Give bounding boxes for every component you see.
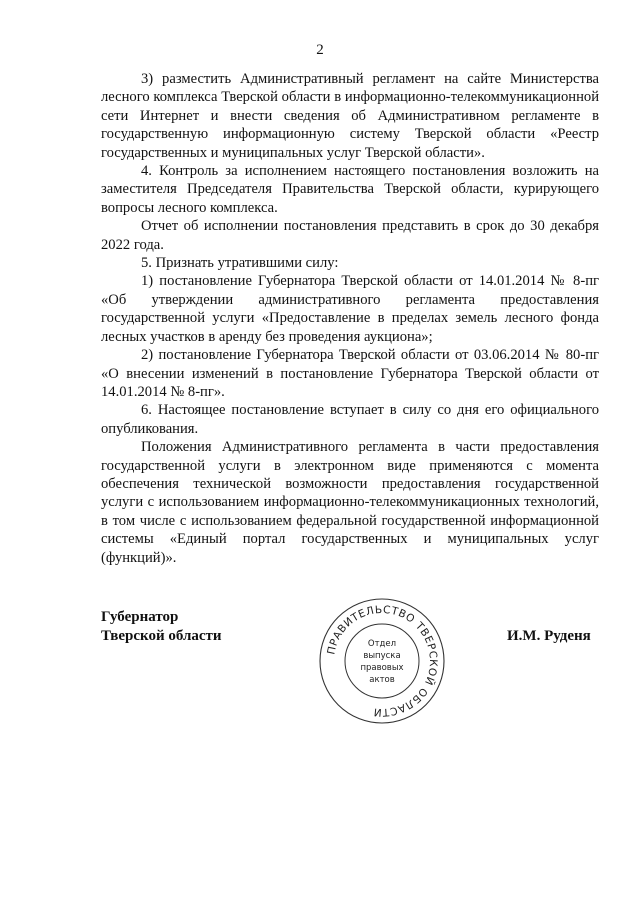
paragraph-invalidate-item-1: 1) постановление Губернатора Тверской области от 14.01.2014 № 8-пг «Об утверждении административного регламента предоставления государственной услуги «Предоставление в пределах земель лесного фонда лесных участков в аренду без проведения аукциона»; (101, 273, 599, 345)
stamp-outer-circle (320, 599, 444, 723)
stamp-inner-circle (345, 624, 419, 698)
page-number: 2 (316, 42, 324, 58)
signatory-title (101, 608, 222, 646)
paragraph-control: 4. Контроль за исполнением настоящего постановления возложить на заместителя Председателя Правительства Тверской области, курирующего вопросы лесного комплекса. (101, 163, 599, 216)
stamp-center-line-3: правовых (360, 663, 404, 673)
paragraph-invalidate-item-2: 2) постановление Губернатора Тверской области от 03.06.2014 № 80-пг «О внесении изменений в постановление Губернатора Тверской области от 14.01.2014 № 8-пг». (101, 347, 599, 400)
signatory-name: И.М. Руденя (507, 628, 591, 644)
paragraph-invalidate-heading: 5. Признать утратившими силу: (141, 255, 339, 272)
signatory-title-line-2: Тверской области (101, 628, 222, 644)
signatory-title-line-1: Губернатор (101, 609, 179, 625)
paragraph-electronic-services: Положения Административного регламента в части предоставления государственной услуги в электронном виде применяются с момента обеспечения технической возможности предоставления государственной услуги с использованием информационно-телекоммуникационных технологий, в том числе с использованием федеральной государственной информационной системы «Единый портал государственных и муниципальных услуг (функций)». (101, 439, 599, 566)
official-stamp (318, 597, 446, 725)
paragraph-report: Отчет об исполнении постановления представить в срок до 30 декабря 2022 года. (101, 218, 599, 253)
paragraph-publish-regulation: 3) разместить Административный регламент на сайте Министерства лесного комплекса Тверской области в информационно-телекоммуникационной сети Интернет и внести сведения об Административном регламенте в государственную информационную систему Тверской области «Реестр государственных и муниципальных услуг Тверской области». (101, 71, 599, 161)
stamp-center-line-1: Отдел (367, 639, 397, 649)
stamp-center-line-2: выпуска (363, 651, 401, 661)
stamp-center-line-4: актов (369, 675, 395, 685)
stamp-ring-text: ПРАВИТЕЛЬСТВО ТВЕРСКОЙ ОБЛАСТИ (325, 603, 440, 719)
document-body (101, 70, 599, 567)
paragraph-effective-date: 6. Настоящее постановление вступает в силу со дня его официального опубликования. (101, 402, 599, 437)
